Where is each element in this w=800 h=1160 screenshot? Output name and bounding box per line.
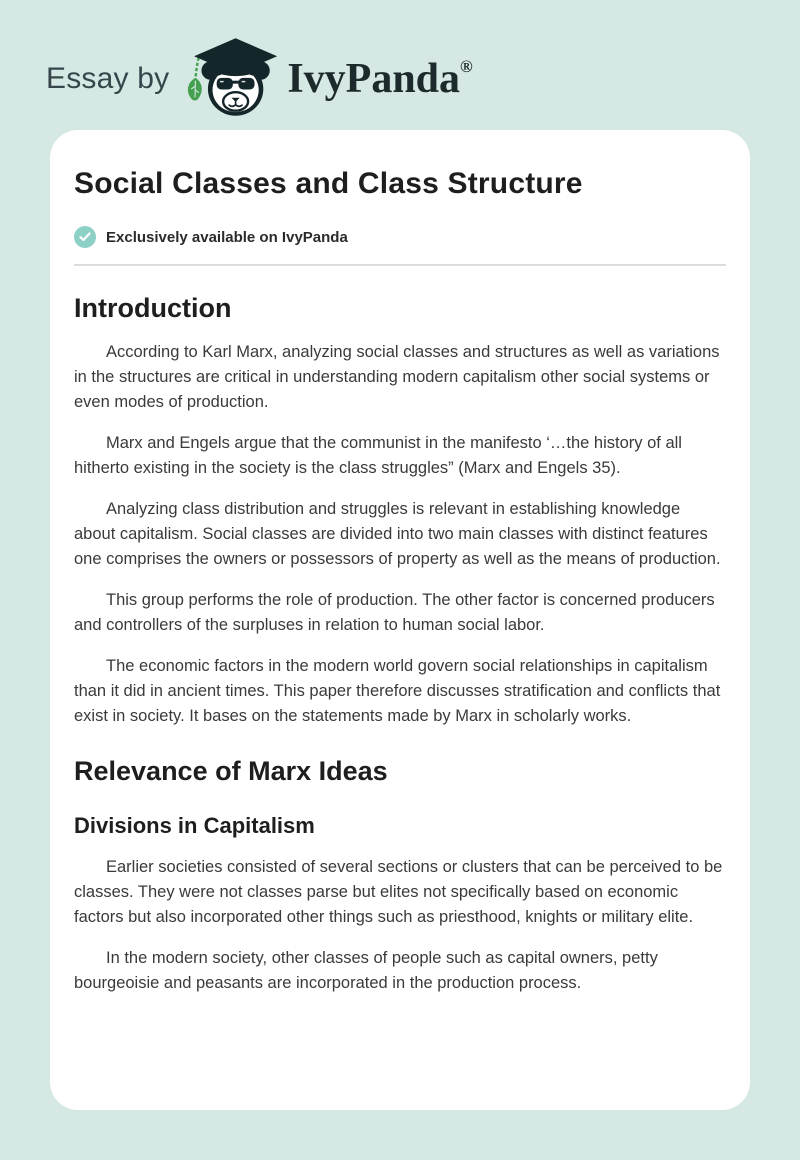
page-title: Social Classes and Class Structure — [74, 167, 583, 200]
panda-graduate-icon — [183, 35, 279, 124]
heading-relevance-of-marx-ideas: Relevance of Marx Ideas — [74, 756, 388, 786]
paragraph: According to Karl Marx, analyzing social classes and structures as well as variations in the structures are critical in understanding modern capitalism other social systems or even modes of production. — [74, 343, 720, 411]
brand-text: IvyPanda — [287, 56, 461, 102]
exclusive-badge — [74, 226, 726, 248]
exclusive-badge-label: Exclusively available on IvyPanda — [106, 228, 348, 246]
essay-by-label: Essay by — [46, 62, 170, 95]
paragraph: Analyzing class distribution and struggles is relevant in establishing knowledge about capitalism. Social classes are divided into two main classes with distinct features one comprises the owners or possessors of property as well as the means of production. — [74, 500, 721, 568]
heading-introduction: Introduction — [74, 293, 232, 323]
essay-card — [50, 130, 750, 1110]
paragraph: Earlier societies consisted of several sections or clusters that can be perceived to be classes. They were not classes parse but elites not specifically based on economic factors but also incorporated other things such as priesthood, knights or military elite. — [74, 858, 723, 926]
paragraph: In the modern society, other classes of people such as capital owners, petty bourgeoisie and peasants are incorporated in the production process. — [74, 949, 658, 992]
paragraph: The economic factors in the modern world govern social relationships in capitalism than it did in ancient times. This paper therefore discusses stratification and conflicts that exist in society. It bases on the statements made by Marx in scholarly works. — [74, 657, 721, 725]
check-icon — [74, 226, 96, 248]
subheading-divisions-in-capitalism: Divisions in Capitalism — [74, 813, 315, 838]
paragraph: This group performs the role of production. The other factor is concerned producers and controllers of the surpluses in relation to human social labor. — [74, 591, 715, 634]
divider — [74, 264, 726, 266]
site-header — [0, 0, 800, 130]
paragraph: Marx and Engels argue that the communist in the manifesto ‘…the history of all hitherto existing in the society is the class struggles” (Marx and Engels 35). — [74, 434, 682, 477]
registered-mark: ® — [460, 57, 473, 76]
brand-name — [287, 58, 472, 100]
